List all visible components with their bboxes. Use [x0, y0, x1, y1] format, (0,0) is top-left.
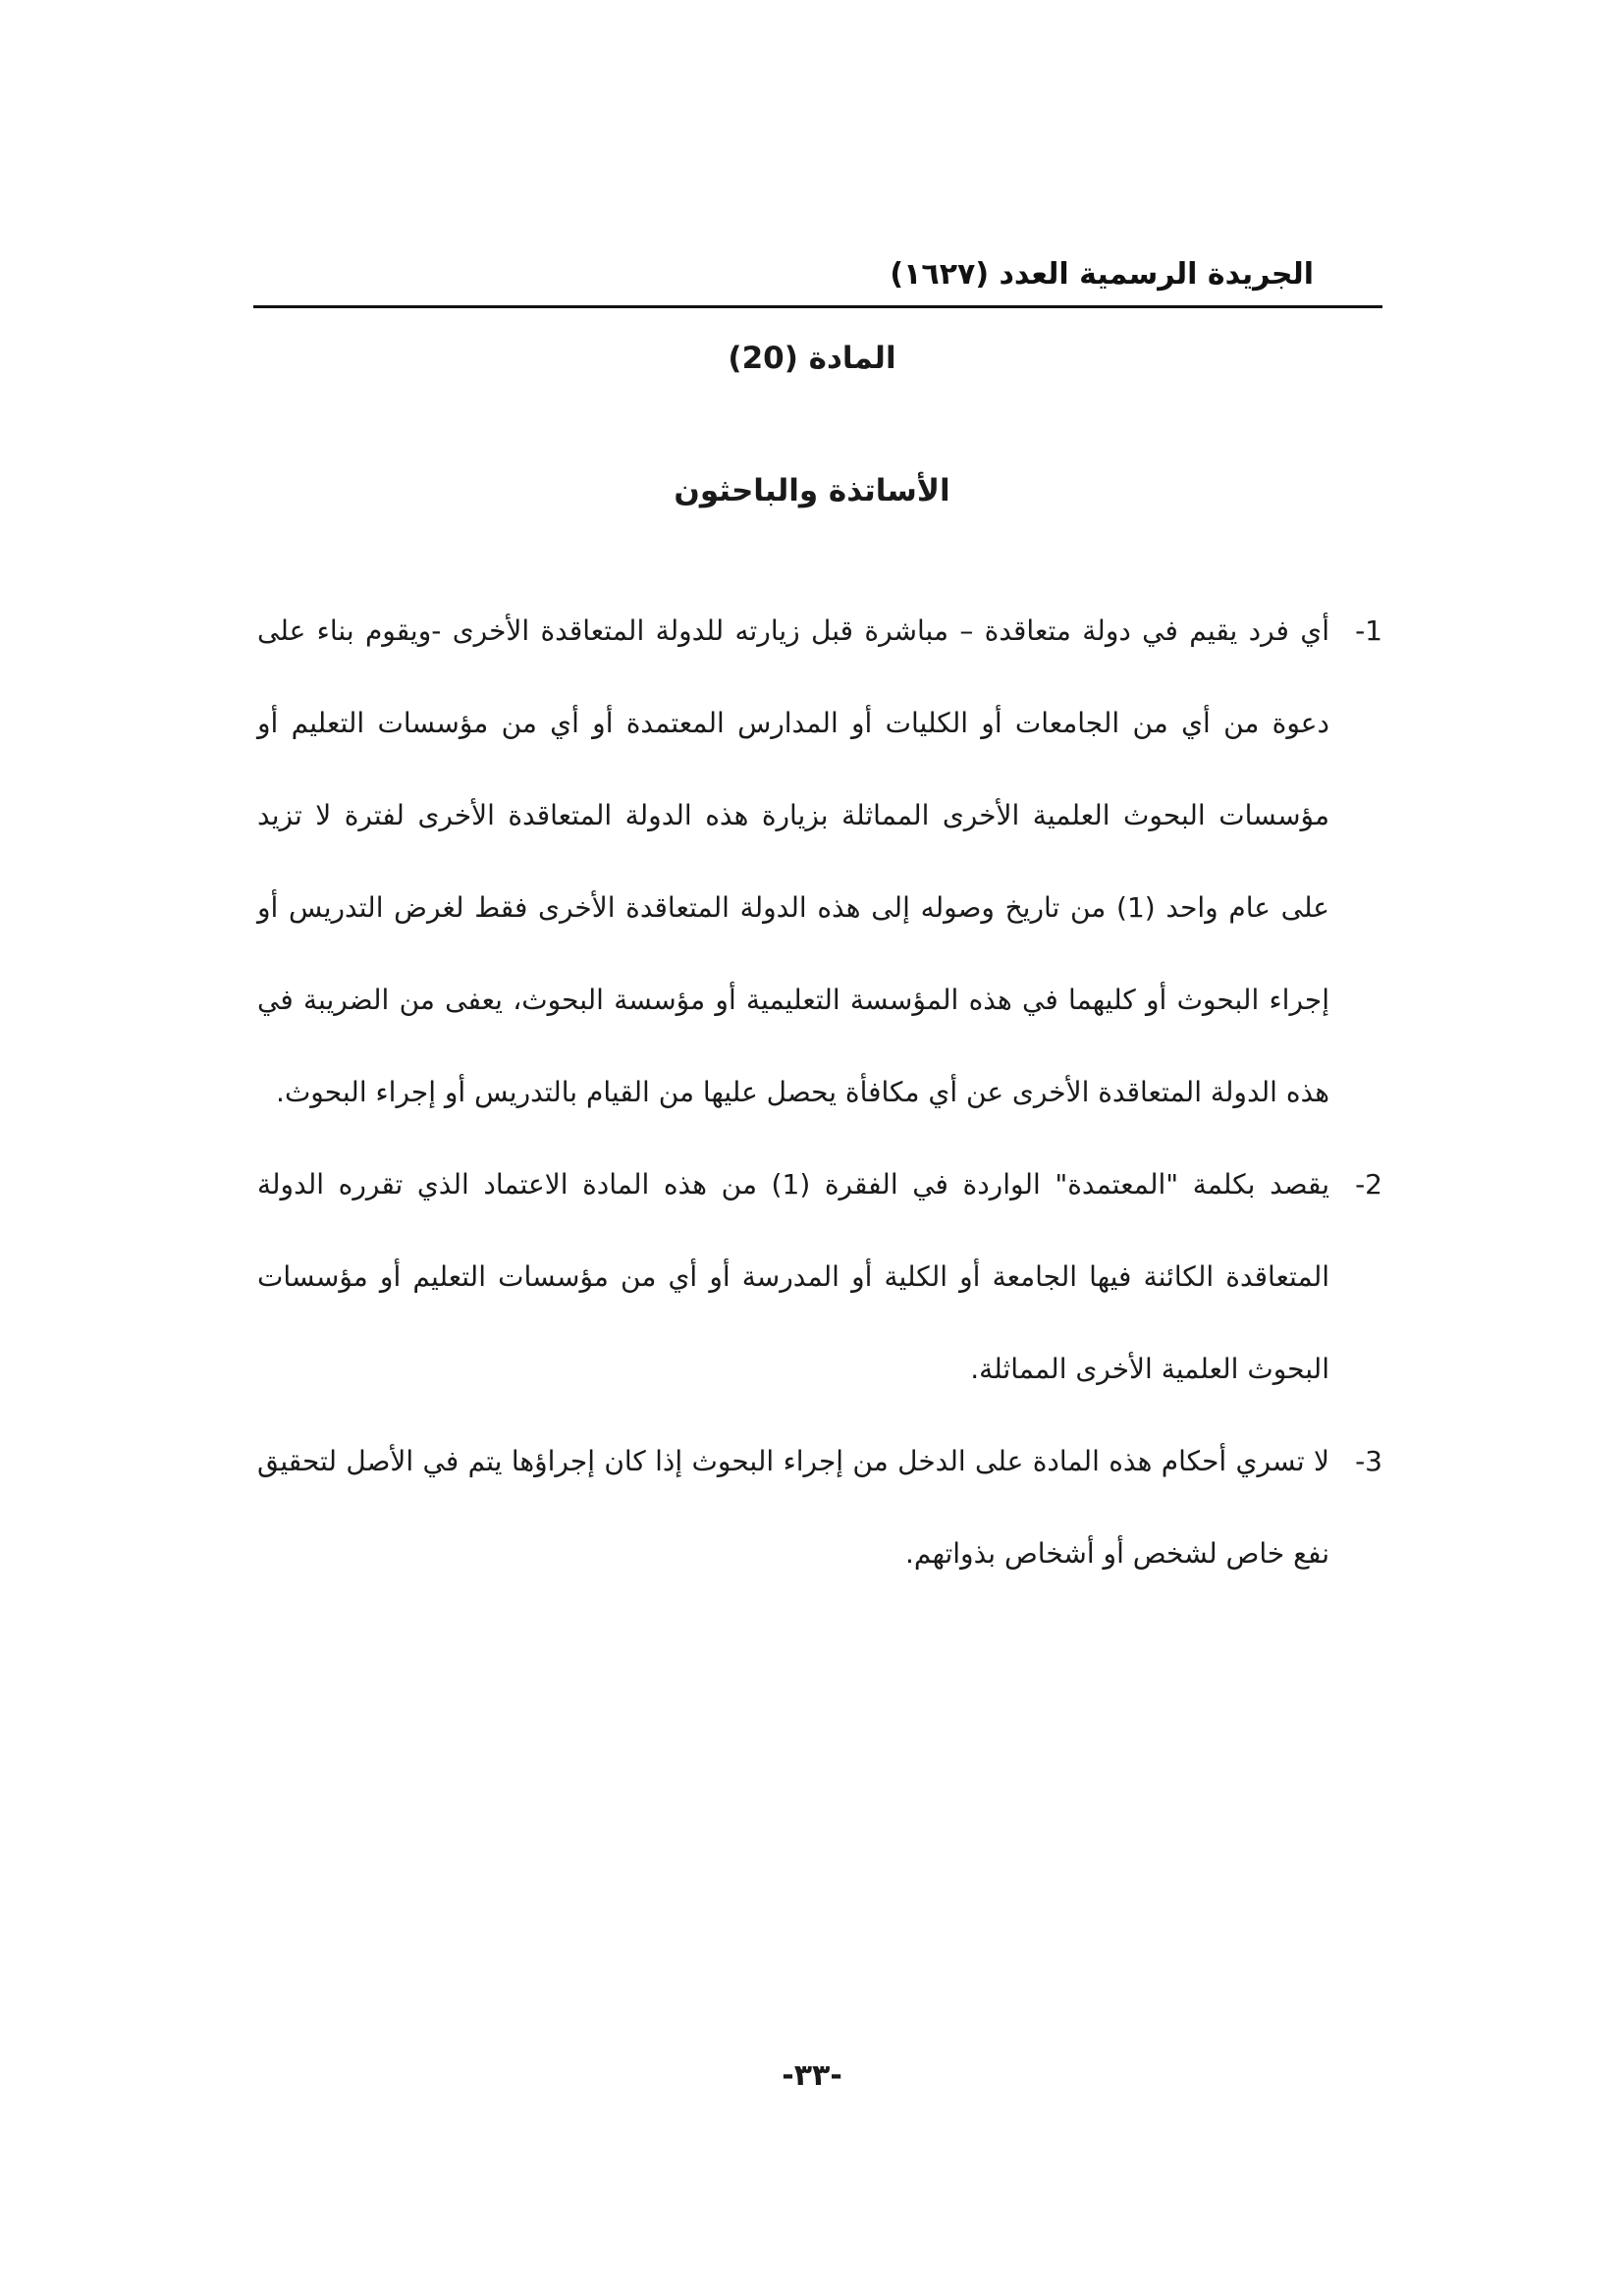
clause-1 — [257, 585, 1382, 1139]
clause-number: -2 — [1355, 1168, 1382, 1201]
clause-3 — [257, 1415, 1382, 1600]
clause-number: -3 — [1355, 1445, 1382, 1477]
clause-text: يقصد بكلمة "المعتمدة" الواردة في الفقرة (1) من هذه المادة الاعتماد الذي تقرره الدولة المتعاقدة الكائنة فيها الجامعة أو الكلية أو المدرسة أو أي من مؤسسات التعليم أو مؤسسات البحوث العلمية الأخرى المماثلة. — [257, 1168, 1330, 1385]
section-title: الأساتذة والباحثون — [674, 473, 950, 508]
clause-text: لا تسري أحكام هذه المادة على الدخل من إجراء البحوث إذا كان إجراؤها يتم في الأصل لتحقيق نفع خاص لشخص أو أشخاص بذواتهم. — [257, 1445, 1329, 1570]
clause-list — [257, 585, 1382, 1600]
page-number: -٣٣- — [782, 2058, 842, 2093]
clause-number: -1 — [1355, 614, 1382, 647]
gazette-title: الجريدة الرسمية العدد (١٦٢٧) — [890, 257, 1314, 292]
article-title: المادة (20) — [728, 341, 896, 376]
header-divider — [253, 305, 1382, 308]
clause-text: أي فرد يقيم في دولة متعاقدة – مباشرة قبل زيارته للدولة المتعاقدة الأخرى -ويقوم بناء على دعوة من أي من الجامعات أو الكليات أو المدارس المعتمدة أو أي من مؤسسات التعليم أو مؤسسات البحوث العلمية الأخرى المماثلة بزيارة هذه الدولة المتعاقدة الأخرى لفترة لا تزيد على عام واحد (1) من تاريخ وصوله إلى هذه الدولة المتعاقدة الأخرى فقط لغرض التدريس أو إجراء البحوث أو كليهما في هذه المؤسسة التعليمية أو مؤسسة البحوث، يعفى من الضريبة في هذه الدولة المتعاقدة الأخرى عن أي مكافأة يحصل عليها من القيام بالتدريس أو إجراء البحوث. — [257, 614, 1329, 1108]
clause-2 — [257, 1139, 1382, 1415]
page-header — [253, 250, 1382, 308]
